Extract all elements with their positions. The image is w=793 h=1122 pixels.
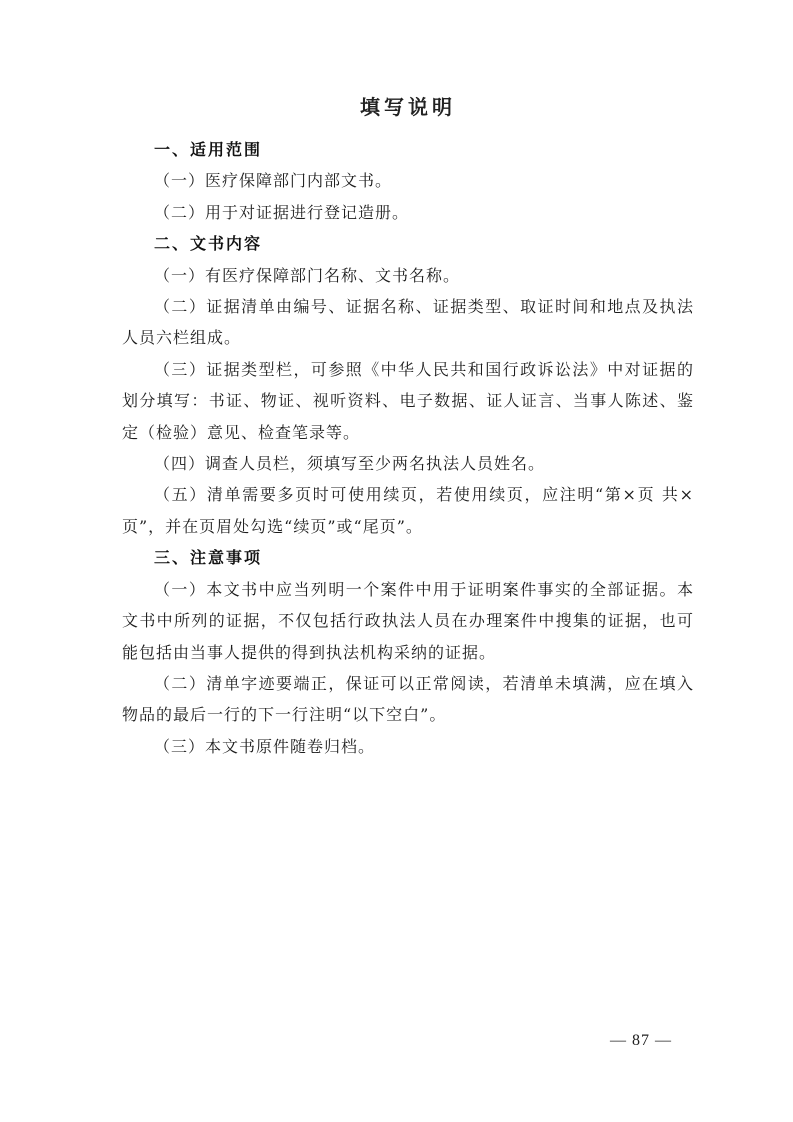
section-heading-contents: 二、文书内容 — [154, 234, 263, 254]
paragraph: （一）医疗保障部门内部文书。 — [154, 171, 393, 191]
paragraph: （五）清单需要多页时可使用续页，若使用续页，应注明“第×页 共×页”，并在页眉处勾选“续页”或“尾页”。 — [122, 485, 694, 536]
paragraph: （一）有医疗保障部门名称、文书名称。 — [154, 265, 461, 285]
paragraph: （二）用于对证据进行登记造册。 — [154, 202, 410, 222]
paragraph: （四）调查人员栏，须填写至少两名执法人员姓名。 — [154, 454, 546, 474]
section-heading-notes: 三、注意事项 — [154, 548, 263, 568]
paragraph: （二）证据清单由编号、证据名称、证据类型、取证时间和地点及执法人员六栏组成。 — [122, 297, 694, 348]
paragraph: （二）清单字迹要端正，保证可以正常阅读，若清单未填满，应在填入物品的最后一行的下一行注明“以下空白”。 — [122, 673, 694, 725]
paragraph: （一）本文书中应当列明一个案件中用于证明案件事实的全部证据。本文书中所列的证据，不仅包括行政执法人员在办理案件中搜集的证据，也可能包括由当事人提供的得到执法机构采纳的证据。 — [122, 579, 694, 662]
section-heading-scope: 一、适用范围 — [154, 140, 263, 159]
document-body — [122, 134, 694, 762]
page-title: 填写说明 — [360, 95, 456, 119]
paragraph: （三）证据类型栏，可参照《中华人民共和国行政诉讼法》中对证据的划分填写：书证、物证、视听资料、电子数据、证人证言、当事人陈述、鉴定（检验）意见、检查笔录等。 — [122, 359, 694, 442]
document-content — [122, 94, 694, 762]
page-number: — 87 — — [610, 1032, 672, 1049]
paragraph: （三）本文书原件随卷归档。 — [154, 736, 376, 756]
